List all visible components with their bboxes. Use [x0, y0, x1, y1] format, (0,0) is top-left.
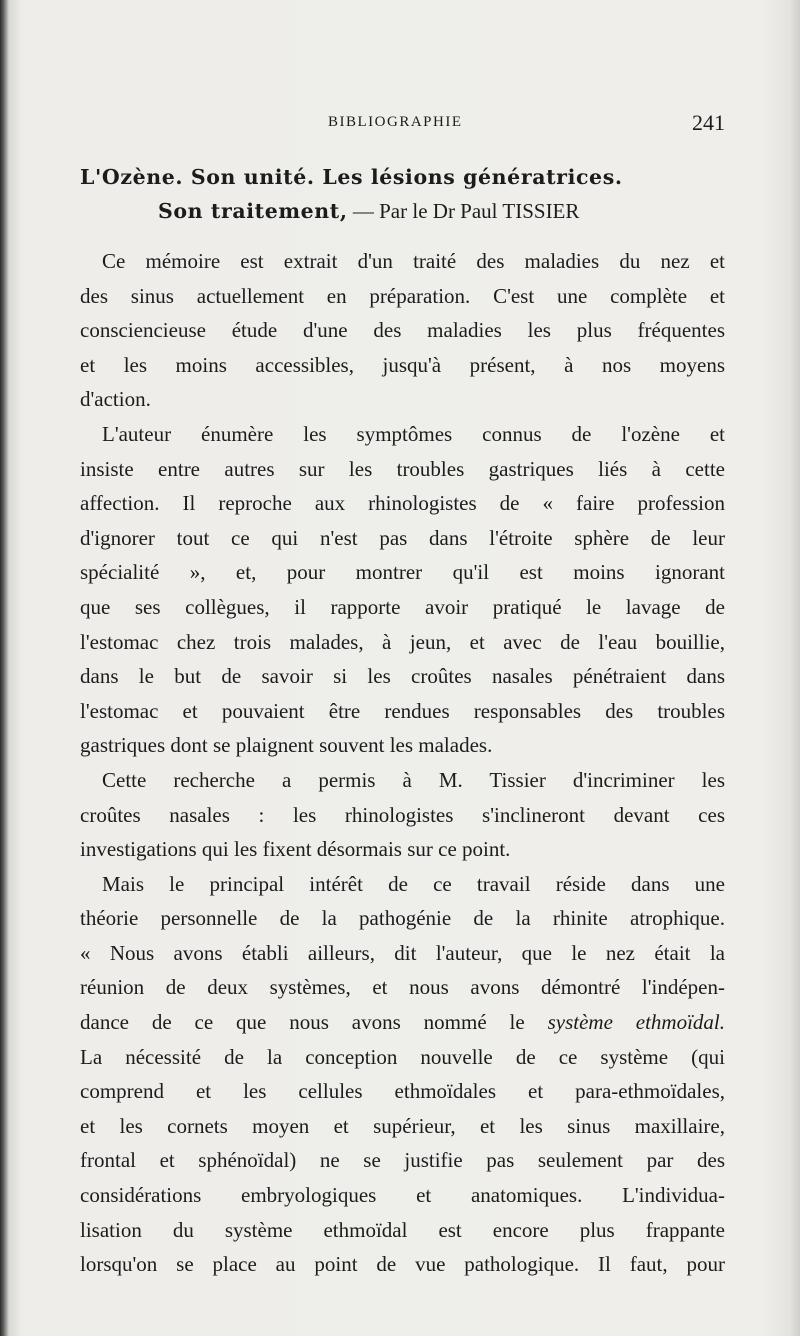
- text-line: réunion de deux systèmes, et nous avons démontré l'indépen-: [80, 975, 725, 1000]
- byline: — Par le Dr Paul TISSIER: [347, 199, 580, 223]
- title-line-1: L'Ozène. Son unité. Les lésions génératrices.: [80, 165, 623, 189]
- page-number: 241: [692, 110, 725, 135]
- text-segment: dance de ce que nous avons nommé le: [80, 1010, 525, 1035]
- text-line: dans le but de savoir si les croûtes nasales pénétraient dans: [80, 664, 725, 689]
- text-line: et les cornets moyen et supérieur, et les sinus maxillaire,: [80, 1113, 725, 1138]
- text-line: Mais le principal intérêt de ce travail réside dans une: [102, 871, 725, 896]
- text-line: gastriques dont se plaignent souvent les malades.: [80, 733, 493, 758]
- text-line: et les moins accessibles, jusqu'à présent, à nos moyens: [80, 352, 725, 377]
- text-line: consciencieuse étude d'une des maladies les plus fréquentes: [80, 318, 725, 343]
- text-line: considérations embryologiques et anatomiques. L'individua-: [80, 1183, 725, 1208]
- page-header: [80, 110, 725, 140]
- text-line: lorsqu'on se place au point de vue pathologique. Il faut, pour: [80, 1252, 725, 1277]
- text-line: frontal et sphénoïdal) ne se justifie pas seulement par des: [80, 1148, 725, 1173]
- article-body: [80, 244, 725, 1282]
- text-line: Ce mémoire est extrait d'un traité des maladies du nez et: [102, 249, 725, 273]
- text-line: investigations qui les fixent désormais sur ce point.: [80, 837, 511, 862]
- text-line: L'auteur énumère les symptômes connus de l'ozène et: [102, 421, 725, 446]
- italic-term: système ethmoïdal.: [547, 1010, 726, 1035]
- text-line: « Nous avons établi ailleurs, dit l'auteur, que le nez était la: [80, 940, 725, 965]
- text-line: affection. Il reproche aux rhinologistes de « faire profession: [80, 491, 725, 516]
- text-line: d'action.: [80, 387, 151, 412]
- text-line: théorie personnelle de la pathogénie de la rhinite atrophique.: [80, 906, 725, 931]
- text-line: Cette recherche a permis à M. Tissier d'incriminer les: [102, 767, 725, 792]
- text-line: La nécessité de la conception nouvelle de ce système (qui: [80, 1044, 725, 1069]
- text-line: l'estomac chez trois malades, à jeun, et avec de l'eau bouillie,: [80, 629, 725, 654]
- title-line-2-wrapper: [80, 194, 725, 228]
- text-line: croûtes nasales : les rhinologistes s'inclineront devant ces: [80, 802, 725, 827]
- text-line: d'ignorer tout ce qui n'est pas dans l'étroite sphère de leur: [80, 525, 725, 550]
- text-line: spécialité », et, pour montrer qu'il est moins ignorant: [80, 560, 725, 585]
- title-line-2: Son traitement,: [158, 199, 348, 223]
- text-line: comprend et les cellules ethmoïdales et para-ethmoïdales,: [80, 1079, 725, 1104]
- running-head: BIBLIOGRAPHIE: [328, 114, 463, 130]
- text-line: insiste entre autres sur les troubles gastriques liés à cette: [80, 456, 725, 481]
- text-line: des sinus actuellement en préparation. C'est une complète et: [80, 283, 725, 308]
- text-line-with-italic: [80, 1005, 725, 1040]
- text-line: que ses collègues, il rapporte avoir pratiqué le lavage de: [80, 594, 725, 619]
- text-line: lisation du système ethmoïdal est encore plus frappante: [80, 1217, 725, 1242]
- text-line: l'estomac et pouvaient être rendues responsables des troubles: [80, 698, 725, 723]
- article-title: [80, 160, 725, 228]
